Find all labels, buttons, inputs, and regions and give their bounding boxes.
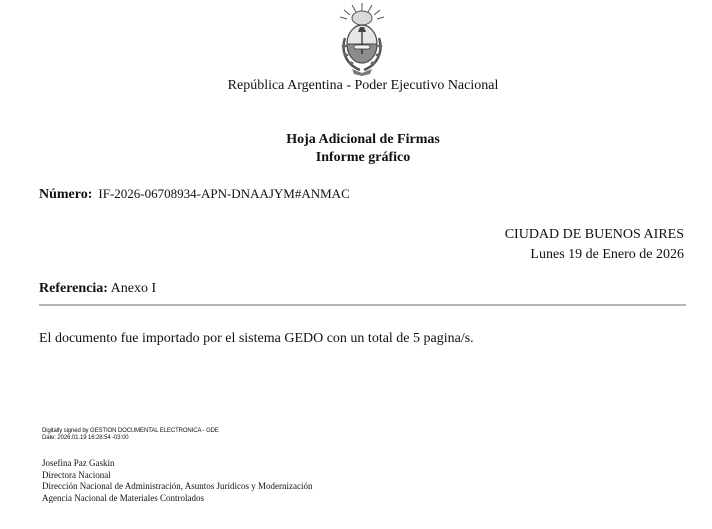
date: Lunes 19 de Enero de 2026 [530,247,684,262]
document-number-value: IF-2026-06708934-APN-DNAAJYM#ANMAC [98,186,350,201]
government-header: República Argentina - Poder Ejecutivo Nacional [227,78,499,93]
digital-signature-signed-by: Digitally signed by GESTION DOCUMENTAL ELECTRONICA - GDE [42,428,219,434]
reference-label: Referencia: [39,281,108,296]
document-title [0,131,712,167]
signer-position: Directora Nacional [42,469,111,480]
title-line-1: Hoja Adicional de Firmas [286,132,440,147]
reference [39,281,156,297]
digital-signature-date: Date: 2026.01.19 16:28:54 -03:00 [42,434,129,441]
document-number [39,186,350,203]
signer-agency: Agencia Nacional de Materiales Controlados [42,492,204,503]
divider [39,304,686,306]
signer-name: Josefina Paz Gaskin [42,458,115,468]
signer-department: Dirección Nacional de Administración, Asuntos Jurídicos y Modernización [42,481,313,491]
signer-block [42,458,312,504]
argentina-coat-of-arms-icon [335,2,389,76]
title-line-2: Informe gráfico [315,150,411,165]
reference-value: Anexo I [110,281,157,296]
document-number-label: Número: [39,187,93,202]
body-text: El documento fue importado por el sistema GEDO con un total de 5 pagina/s. [39,331,474,346]
place-and-date [505,225,684,265]
digital-signature-stamp [42,428,219,441]
city: CIUDAD DE BUENOS AIRES [504,227,684,242]
